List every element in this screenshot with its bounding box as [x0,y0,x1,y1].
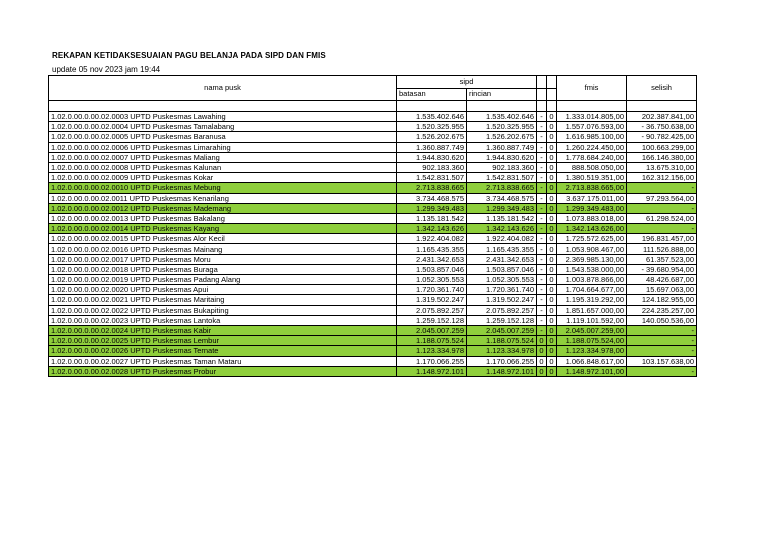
cell-flag-a: - [537,112,547,122]
cell-batasan: 1.520.325.955 [397,122,467,132]
cell-nama: 1.02.0.00.0.00.02.0011 UPTD Puskesmas Kenarilang [49,193,397,203]
cell-flag-a: - [537,122,547,132]
table-row [49,315,697,325]
cell-rincian: 2.713.838.665 [467,183,537,193]
cell-batasan: 1.188.075.524 [397,336,467,346]
cell-flag-b: 0 [547,295,557,305]
cell-nama: 1.02.0.00.0.00.02.0016 UPTD Puskesmas Mainang [49,244,397,254]
cell-flag-a: 0 [537,336,547,346]
cell-flag-a: - [537,203,547,213]
table-row [49,132,697,142]
cell-selisih: - 39.680.954,00 [627,264,697,274]
cell-rincian: 1.535.402.646 [467,112,537,122]
cell-fmis: 888.508.050,00 [557,162,627,172]
update-timestamp: update 05 nov 2023 jam 19:44 [52,65,161,74]
cell-selisih: - [627,336,697,346]
cell-rincian: 1.259.152.128 [467,315,537,325]
table-row [49,112,697,122]
cell-rincian: 1.342.143.626 [467,224,537,234]
cell-batasan: 1.148.972.101 [397,366,467,376]
cell-rincian: 1.170.066.255 [467,356,537,366]
table-row [49,356,697,366]
cell-nama: 1.02.0.00.0.00.02.0010 UPTD Puskesmas Mebung [49,183,397,193]
cell-flag-b: 0 [547,285,557,295]
table-row [49,234,697,244]
cell-flag-b: 0 [547,346,557,356]
cell-rincian: 1.052.305.553 [467,275,537,285]
cell-batasan: 1.259.152.128 [397,315,467,325]
cell-nama: 1.02.0.00.0.00.02.0007 UPTD Puskesmas Maliang [49,152,397,162]
cell-rincian: 1.720.361.740 [467,285,537,295]
cell-nama: 1.02.0.00.0.00.02.0012 UPTD Puskesmas Mademang [49,203,397,213]
cell-flag-b: 0 [547,325,557,335]
cell-selisih: - [627,224,697,234]
cell-selisih: 166.146.380,00 [627,152,697,162]
cell-batasan: 1.123.334.978 [397,346,467,356]
cell-flag-b: 0 [547,122,557,132]
cell-selisih: - [627,325,697,335]
cell-batasan: 1.299.349.483 [397,203,467,213]
cell-batasan: 1.165.435.355 [397,244,467,254]
header-selisih: selisih [627,76,697,101]
table-row [49,162,697,172]
cell-rincian: 2.075.892.257 [467,305,537,315]
cell-selisih: 100.663.299,00 [627,142,697,152]
cell-nama: 1.02.0.00.0.00.02.0024 UPTD Puskesmas Kabir [49,325,397,335]
spacer-row [49,101,697,112]
cell-flag-b: 0 [547,173,557,183]
cell-selisih: 48.426.687,00 [627,275,697,285]
table-row [49,244,697,254]
table-row [49,366,697,376]
cell-batasan: 2.045.007.259 [397,325,467,335]
cell-nama: 1.02.0.00.0.00.02.0013 UPTD Puskesmas Bakalang [49,213,397,223]
cell-nama: 1.02.0.00.0.00.02.0018 UPTD Puskesmas Buraga [49,264,397,274]
cell-rincian: 1.299.349.483 [467,203,537,213]
cell-fmis: 2.369.985.130,00 [557,254,627,264]
cell-selisih: 162.312.156,00 [627,173,697,183]
cell-flag-b: 0 [547,336,557,346]
cell-rincian: 1.922.404.082 [467,234,537,244]
cell-fmis: 1.333.014.805,00 [557,112,627,122]
cell-nama: 1.02.0.00.0.00.02.0008 UPTD Puskesmas Kalunan [49,162,397,172]
cell-flag-a: - [537,305,547,315]
cell-flag-b: 0 [547,183,557,193]
header-blank-c [537,88,547,101]
cell-selisih: 61.357.523,00 [627,254,697,264]
cell-nama: 1.02.0.00.0.00.02.0003 UPTD Puskesmas Lawahing [49,112,397,122]
header-rincian: rincian [467,88,537,101]
cell-batasan: 1.526.202.675 [397,132,467,142]
cell-selisih: 15.697.063,00 [627,285,697,295]
table-row [49,264,697,274]
cell-rincian: 1.165.435.355 [467,244,537,254]
header-nama-pusk: nama pusk [49,76,397,101]
header-blank-a [537,76,547,89]
table-row [49,325,697,335]
cell-fmis: 1.778.684.240,00 [557,152,627,162]
cell-flag-b: 0 [547,193,557,203]
cell-fmis: 1.851.657.000,00 [557,305,627,315]
cell-flag-a: 0 [537,366,547,376]
cell-batasan: 1.922.404.082 [397,234,467,244]
cell-batasan: 1.503.857.046 [397,264,467,274]
cell-fmis: 1.195.319.292,00 [557,295,627,305]
cell-flag-a: - [537,315,547,325]
cell-nama: 1.02.0.00.0.00.02.0004 UPTD Puskesmas Tamalabang [49,122,397,132]
cell-flag-a: - [537,325,547,335]
cell-fmis: 1.380.519.351,00 [557,173,627,183]
cell-selisih: - [627,346,697,356]
cell-fmis: 2.045.007.259,00 [557,325,627,335]
cell-flag-a: - [537,173,547,183]
cell-selisih: 202.387.841,00 [627,112,697,122]
table-row [49,346,697,356]
cell-flag-b: 0 [547,244,557,254]
cell-flag-a: - [537,275,547,285]
cell-fmis: 1.342.143.626,00 [557,224,627,234]
cell-flag-b: 0 [547,213,557,223]
cell-fmis: 1.066.848.617,00 [557,356,627,366]
cell-fmis: 1.148.972.101,00 [557,366,627,376]
cell-selisih: - [627,183,697,193]
cell-rincian: 1.135.181.542 [467,213,537,223]
table-row [49,295,697,305]
cell-flag-b: 0 [547,234,557,244]
cell-flag-b: 0 [547,366,557,376]
cell-rincian: 1.503.857.046 [467,264,537,274]
cell-selisih: 196.831.457,00 [627,234,697,244]
cell-flag-b: 0 [547,112,557,122]
cell-rincian: 1.520.325.955 [467,122,537,132]
cell-flag-b: 0 [547,275,557,285]
cell-fmis: 1.188.075.524,00 [557,336,627,346]
cell-flag-a: - [537,193,547,203]
cell-flag-a: - [537,244,547,254]
cell-rincian: 902.183.360 [467,162,537,172]
cell-fmis: 1.053.908.467,00 [557,244,627,254]
cell-fmis: 3.637.175.011,00 [557,193,627,203]
cell-fmis: 1.073.883.018,00 [557,213,627,223]
cell-flag-b: 0 [547,152,557,162]
table-row [49,183,697,193]
table-row [49,305,697,315]
cell-selisih: 140.050.536,00 [627,315,697,325]
cell-rincian: 1.360.887.749 [467,142,537,152]
cell-batasan: 1.170.066.255 [397,356,467,366]
header-blank-d [547,88,557,101]
table-row [49,142,697,152]
cell-selisih: 97.293.564,00 [627,193,697,203]
table-row [49,193,697,203]
cell-flag-a: - [537,183,547,193]
cell-nama: 1.02.0.00.0.00.02.0021 UPTD Puskesmas Maritaing [49,295,397,305]
cell-selisih: 103.157.638,00 [627,356,697,366]
cell-flag-a: - [537,224,547,234]
cell-rincian: 1.319.502.247 [467,295,537,305]
cell-batasan: 1.720.361.740 [397,285,467,295]
cell-nama: 1.02.0.00.0.00.02.0022 UPTD Puskesmas Bukapiting [49,305,397,315]
cell-rincian: 2.431.342.653 [467,254,537,264]
cell-flag-a: 0 [537,346,547,356]
cell-rincian: 1.148.972.101 [467,366,537,376]
table-row [49,203,697,213]
cell-flag-b: 0 [547,264,557,274]
cell-batasan: 1.319.502.247 [397,295,467,305]
cell-flag-a: - [537,142,547,152]
report-table [48,75,697,377]
cell-flag-a: - [537,285,547,295]
cell-nama: 1.02.0.00.0.00.02.0025 UPTD Puskesmas Lembur [49,336,397,346]
cell-batasan: 3.734.468.575 [397,193,467,203]
cell-flag-a: 0 [537,356,547,366]
cell-fmis: 1.616.985.100,00 [557,132,627,142]
cell-selisih: 111.526.888,00 [627,244,697,254]
table-row [49,122,697,132]
cell-nama: 1.02.0.00.0.00.02.0015 UPTD Puskesmas Alor Kecil [49,234,397,244]
cell-batasan: 1.944.830.620 [397,152,467,162]
cell-selisih: - 36.750.638,00 [627,122,697,132]
cell-flag-a: - [537,234,547,244]
table-row [49,224,697,234]
cell-selisih: 13.675.310,00 [627,162,697,172]
cell-nama: 1.02.0.00.0.00.02.0019 UPTD Puskesmas Padang Alang [49,275,397,285]
cell-fmis: 1.704.664.677,00 [557,285,627,295]
cell-batasan: 1.135.181.542 [397,213,467,223]
cell-nama: 1.02.0.00.0.00.02.0020 UPTD Puskesmas Apui [49,285,397,295]
cell-flag-a: - [537,254,547,264]
cell-rincian: 1.188.075.524 [467,336,537,346]
cell-batasan: 1.542.831.507 [397,173,467,183]
cell-flag-b: 0 [547,224,557,234]
cell-fmis: 1.725.572.625,00 [557,234,627,244]
cell-fmis: 2.713.838.665,00 [557,183,627,193]
cell-selisih: 124.182.955,00 [627,295,697,305]
cell-selisih: 61.298.524,00 [627,213,697,223]
cell-nama: 1.02.0.00.0.00.02.0028 UPTD Puskesmas Probur [49,366,397,376]
cell-rincian: 2.045.007.259 [467,325,537,335]
cell-rincian: 1.542.831.507 [467,173,537,183]
cell-flag-b: 0 [547,132,557,142]
cell-rincian: 1.526.202.675 [467,132,537,142]
cell-flag-a: - [537,295,547,305]
cell-flag-a: - [537,264,547,274]
table-row [49,254,697,264]
cell-selisih: - [627,366,697,376]
cell-flag-a: - [537,152,547,162]
header-sipd: sipd [397,76,537,89]
cell-flag-b: 0 [547,203,557,213]
cell-fmis: 1.299.349.483,00 [557,203,627,213]
cell-fmis: 1.003.878.866,00 [557,275,627,285]
cell-nama: 1.02.0.00.0.00.02.0027 UPTD Puskesmas Taman Mataru [49,356,397,366]
cell-rincian: 1.944.830.620 [467,152,537,162]
cell-nama: 1.02.0.00.0.00.02.0017 UPTD Puskesmas Moru [49,254,397,264]
cell-batasan: 1.360.887.749 [397,142,467,152]
table-row [49,285,697,295]
cell-flag-b: 0 [547,356,557,366]
cell-nama: 1.02.0.00.0.00.02.0014 UPTD Puskesmas Kayang [49,224,397,234]
report-title: REKAPAN KETIDAKSESUAIAN PAGU BELANJA PADA SIPD DAN FMIS [52,51,326,60]
cell-selisih: - [627,203,697,213]
cell-flag-b: 0 [547,162,557,172]
cell-fmis: 1.123.334.978,00 [557,346,627,356]
table-row [49,173,697,183]
cell-flag-b: 0 [547,254,557,264]
header-batasan: batasan [397,88,467,101]
cell-batasan: 1.535.402.646 [397,112,467,122]
cell-nama: 1.02.0.00.0.00.02.0023 UPTD Puskesmas Lantoka [49,315,397,325]
cell-selisih: - 90.782.425,00 [627,132,697,142]
cell-nama: 1.02.0.00.0.00.02.0006 UPTD Puskesmas Limarahing [49,142,397,152]
header-blank-b [547,76,557,89]
cell-batasan: 1.052.305.553 [397,275,467,285]
cell-fmis: 1.260.224.450,00 [557,142,627,152]
cell-nama: 1.02.0.00.0.00.02.0005 UPTD Puskesmas Baranusa [49,132,397,142]
table-row [49,152,697,162]
cell-batasan: 2.431.342.653 [397,254,467,264]
table-row [49,336,697,346]
table-row [49,213,697,223]
cell-flag-a: - [537,132,547,142]
cell-flag-a: - [537,162,547,172]
cell-flag-b: 0 [547,305,557,315]
cell-rincian: 3.734.468.575 [467,193,537,203]
cell-batasan: 2.713.838.665 [397,183,467,193]
cell-nama: 1.02.0.00.0.00.02.0026 UPTD Puskesmas Ternate [49,346,397,356]
cell-batasan: 902.183.360 [397,162,467,172]
table-row [49,275,697,285]
header-fmis: fmis [557,76,627,101]
cell-fmis: 1.543.538.000,00 [557,264,627,274]
cell-fmis: 1.119.101.592,00 [557,315,627,325]
cell-flag-b: 0 [547,142,557,152]
cell-selisih: 224.235.257,00 [627,305,697,315]
cell-batasan: 2.075.892.257 [397,305,467,315]
cell-flag-b: 0 [547,315,557,325]
cell-fmis: 1.557.076.593,00 [557,122,627,132]
cell-flag-a: - [537,213,547,223]
cell-rincian: 1.123.334.978 [467,346,537,356]
cell-batasan: 1.342.143.626 [397,224,467,234]
cell-nama: 1.02.0.00.0.00.02.0009 UPTD Puskesmas Kokar [49,173,397,183]
